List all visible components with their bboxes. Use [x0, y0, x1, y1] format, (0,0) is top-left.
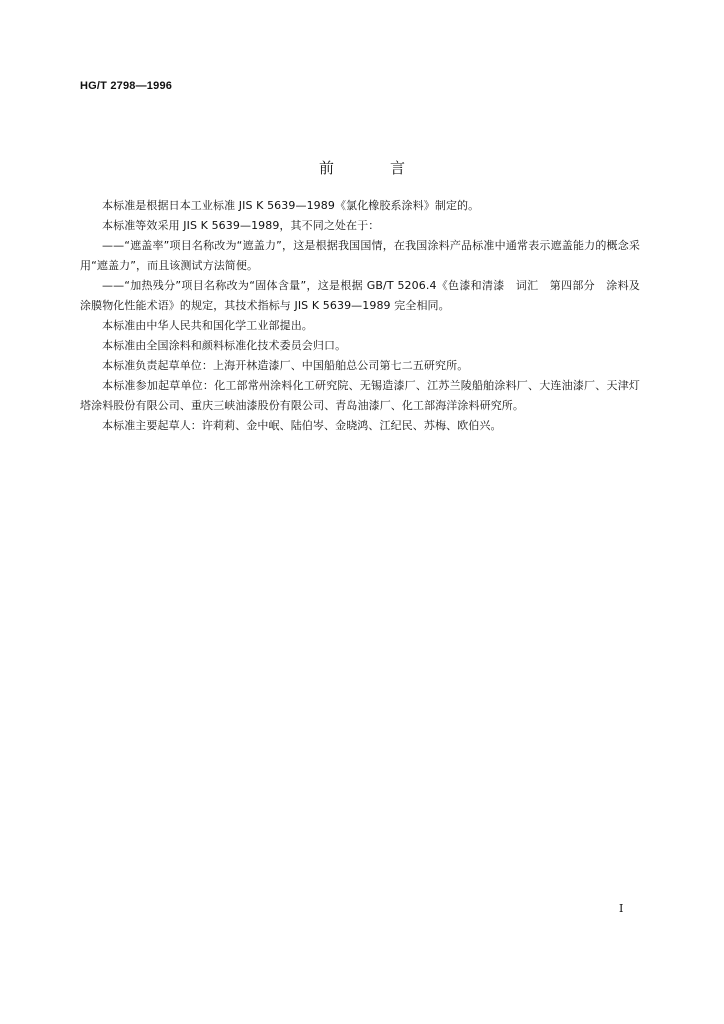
paragraph-proposer: 本标准由中华人民共和国化学工业部提出。: [102, 319, 313, 332]
standard-code: HG/T 2798—1996: [80, 80, 173, 92]
page-number: I: [619, 902, 624, 915]
paragraph-difference-solid-content: ——“加热残分”项目名称改为“固体含量”，这是根据 GB/T 5206.4《色漆和清漆 词汇 第四部分 涂料及涂膜物化性能术语》的规定，其技术指标与 JIS K 5639—1989 完全相同。: [80, 279, 640, 312]
foreword-body: [80, 196, 640, 436]
paragraph-equivalence: 本标准等效采用 JIS K 5639—1989，其不同之处在于：: [102, 219, 380, 232]
paragraph-difference-hiding-power: ——“遮盖率”项目名称改为“遮盖力”，这是根据我国国情，在我国涂料产品标准中通常表示遮盖能力的概念采用“遮盖力”，而且该测试方法简便。: [80, 239, 640, 272]
title-char-2: 言: [390, 159, 406, 177]
paragraph-basis: 本标准是根据日本工业标准 JIS K 5639—1989《氯化橡胶系涂料》制定的。: [102, 199, 480, 212]
paragraph-participating-units: 本标准参加起草单位：化工部常州涂料化工研究院、无锡造漆厂、江苏兰陵船舶涂料厂、大连油漆厂、天津灯塔涂料股份有限公司、重庆三峡油漆股份有限公司、青岛油漆厂、化工部海洋涂料研究所。: [80, 379, 640, 412]
page-title: [0, 157, 724, 178]
paragraph-responsible-unit: 本标准负责起草单位：上海开林造漆厂、中国船舶总公司第七二五研究所。: [102, 359, 469, 372]
title-char-1: 前: [318, 159, 334, 177]
paragraph-committee: 本标准由全国涂料和颜料标准化技术委员会归口。: [102, 339, 347, 352]
paragraph-drafters: 本标准主要起草人：许莉莉、金中岷、陆伯岑、金晓鸿、江纪民、苏梅、欧伯兴。: [102, 419, 502, 432]
